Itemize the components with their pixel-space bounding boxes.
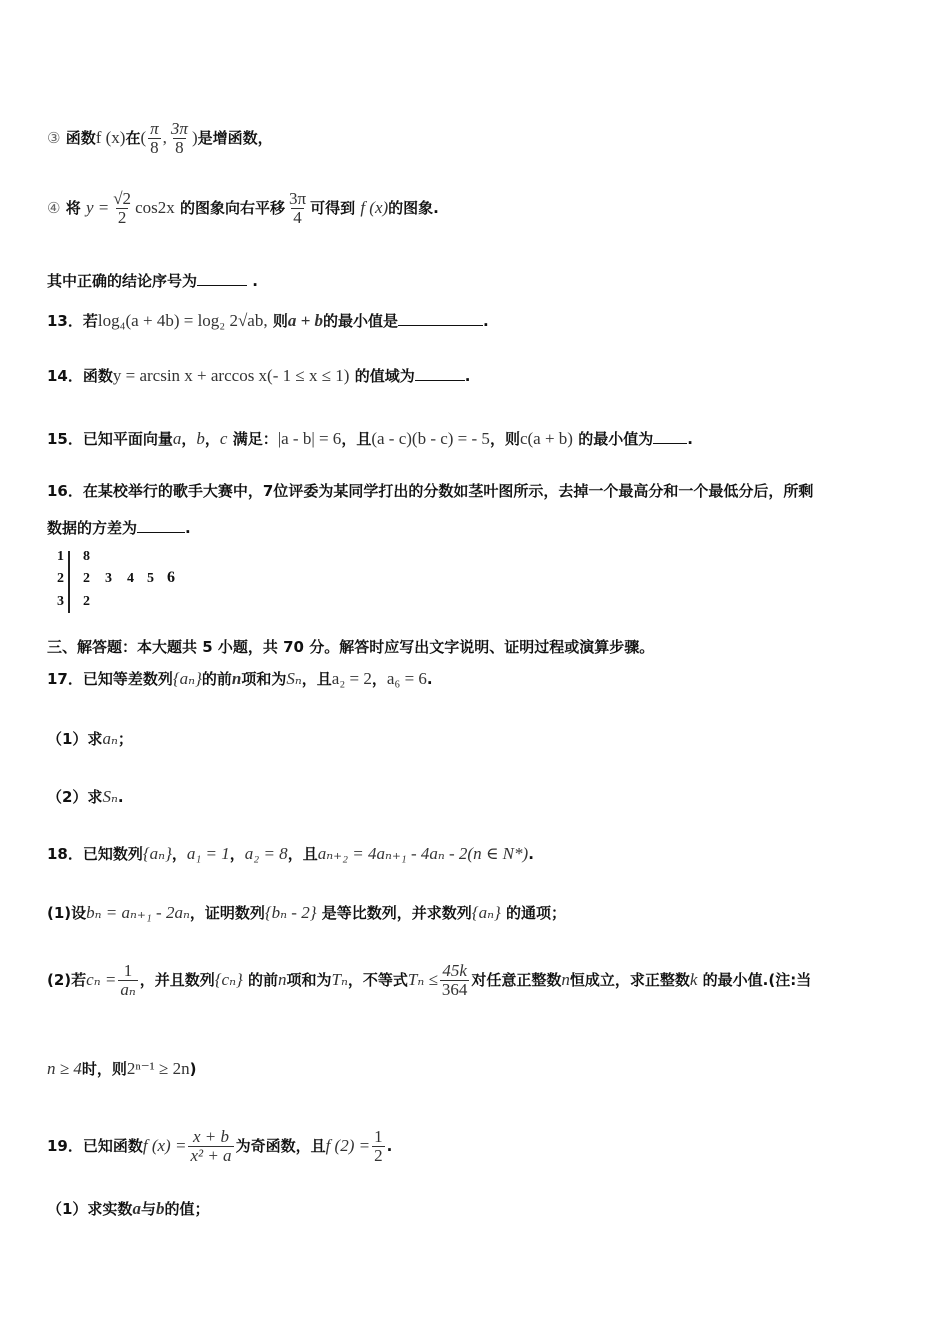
question-16-line2: 数据的方差为 . [47, 519, 191, 537]
question-18: 18．已知数列{aₙ}，a₁ = 1，a₂ = 8，且aₙ₊₂ = 4aₙ₊₁ - 4aₙ - 2(n ∈ N*). [47, 844, 534, 863]
stem-2: 2 [57, 571, 64, 586]
question-17-part-1: （1）求aₙ； [47, 729, 133, 748]
conclusion-prompt: 其中正确的结论序号为 . [47, 272, 258, 290]
answer-blank [137, 531, 185, 533]
question-13: 13．若log₄(a + 4b) = log₂ 2√ab, 则a + b的最小值是 . [47, 311, 489, 330]
question-14: 14．函数y = arcsin x + arccos x(- 1 ≤ x ≤ 1) 的值域为 . [47, 366, 471, 385]
leaf: 4 [127, 571, 134, 586]
function-expression: f (x) [95, 128, 126, 147]
leaf: 5 [147, 571, 154, 586]
answer-blank [653, 442, 687, 444]
condition-1: |a - b| = 6 [277, 429, 342, 448]
answer-blank [398, 324, 483, 326]
interval-end: $\frac{3\pi}{8}$ [170, 119, 188, 157]
circled-number-3: ③ [47, 129, 61, 147]
statement-4: ④ 将 y = $\frac{√2}{2}$ cos2x 的图象向右平移 $\frac{3\pi}{4}$ 可得到 f (x)的图象. [47, 189, 439, 227]
question-16-line1: 16．在某校举行的歌手大赛中，7位评委为某同学打出的分数如茎叶图所示，去掉一个最高分和一个最低分后，所剩 [47, 482, 814, 500]
coefficient-fraction: $\frac{√2}{2}$ [113, 189, 132, 227]
shift-fraction: $\frac{3\pi}{4}$ [288, 189, 307, 227]
answer-blank [415, 379, 465, 381]
question-19-part-1: （1）求实数a与b的值； [47, 1199, 210, 1218]
stem-1: 1 [57, 549, 64, 564]
leaf: 2 [83, 594, 90, 609]
question-18-note: n ≥ 4时，则2ⁿ⁻¹ ≥ 2n) [47, 1059, 197, 1078]
stem-divider [68, 551, 70, 613]
leaf: 6 [167, 569, 175, 586]
log-equation: log₄(a + 4b) = log₂ 2√ab, [97, 311, 268, 330]
question-17: 17．已知等差数列{aₙ}的前n项和为Sₙ，且a₂ = 2，a₆ = 6. [47, 669, 433, 688]
question-15: 15．已知平面向量a，b，c 满足：|a - b| = 6，且(a - c)(b - c) = - 5，则c(a + b) 的最小值为 . [47, 429, 693, 448]
function-expression: y = arcsin x + arccos x(- 1 ≤ x ≤ 1) [112, 366, 350, 385]
leaf: 8 [83, 549, 90, 564]
question-17-part-2: （2）求Sₙ. [47, 787, 124, 806]
circled-number-4: ④ [47, 199, 61, 217]
interval-start: $\frac{\pi}{8}$ [150, 119, 159, 157]
statement-3: ③ 函数f (x)在( $\frac{\pi}{8}$ , $\frac{3\pi}{8}$ )是增函数， [47, 119, 273, 157]
leaf: 3 [105, 571, 112, 586]
leaf: 2 [83, 571, 90, 586]
question-18-part-1: (1)设bₙ = aₙ₊₁ - 2aₙ，证明数列{bₙ - 2} 是等比数列，并求数列{aₙ} 的通项； [47, 903, 567, 922]
stem-leaf-plot [50, 548, 190, 614]
question-18-part-2: (2)若cₙ = $\frac{1}{\text{aₙ}}$ ，并且数列{cₙ} 的前n项和为Tₙ，不等式Tₙ ≤ $\frac{45k}{364}$ 对任意正整数n恒成立，求正整数k 的最小值.(注:当 [47, 961, 812, 999]
section-heading: 三、解答题：本大题共 5 小题，共 70 分。解答时应写出文字说明、证明过程或演算步骤。 [47, 638, 655, 656]
stem-3: 3 [57, 594, 64, 609]
condition-2: (a - c)(b - c) = - 5 [371, 429, 490, 448]
question-19: 19．已知函数f (x) = $\frac{x + b}{\text{x² + a}}$ 为奇函数，且f (2) = $\frac{1}{2}$ . [47, 1127, 393, 1165]
answer-blank [197, 284, 247, 286]
